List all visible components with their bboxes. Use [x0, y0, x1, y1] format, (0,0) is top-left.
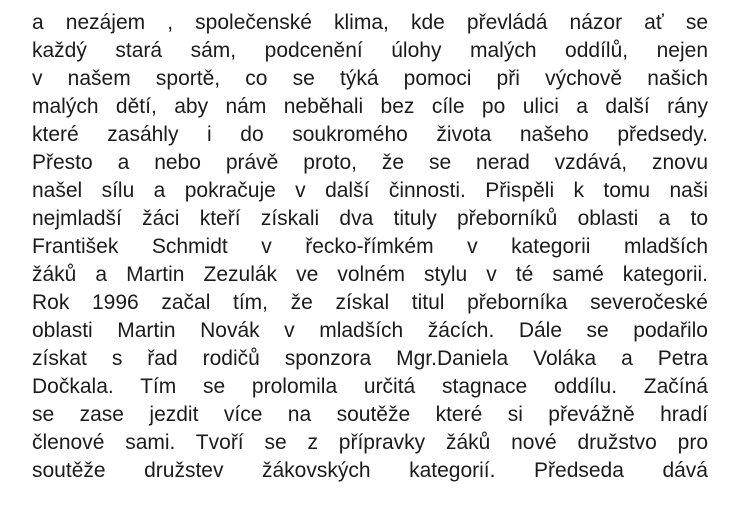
text-line-5: které zasáhly i do soukromého života našeho předsedy.: [32, 123, 708, 146]
text-line-17: soutěže družstev žákovských kategorií. Předseda dává: [32, 459, 708, 482]
text-line-8: nejmladší žáci kteří získali dva tituly přeborníků oblasti a to: [32, 207, 708, 230]
text-line-13: získat s řad rodičů sponzora Mgr.Daniela Voláka a Petra: [32, 347, 708, 370]
text-line-12: oblasti Martin Novák v mladších žácích. Dále se podařilo: [32, 319, 708, 342]
text-line-1: a nezájem , společenské klima, kde převládá názor ať se: [32, 11, 708, 34]
text-line-9: František Schmidt v řecko-římkém v kategorii mladších: [32, 235, 708, 258]
text-line-4: malých dětí, aby nám neběhali bez cíle po ulici a další rány: [32, 95, 708, 118]
text-line-2: každý stará sám, podcenění úlohy malých oddílů, nejen: [32, 39, 708, 62]
text-line-3: v našem sportě, co se týká pomoci při výchově našich: [32, 67, 708, 90]
text-line-11: Rok 1996 začal tím, že získal titul přeborníka severočeské: [32, 291, 708, 314]
text-line-10: žáků a Martin Zezulák ve volném stylu v té samé kategorii.: [32, 263, 708, 286]
text-line-6: Přesto a nebo právě proto, že se nerad vzdává, znovu: [32, 151, 708, 174]
text-line-15: se zase jezdit více na soutěže které si převážně hradí: [32, 403, 708, 426]
text-line-14: Dočkala. Tím se prolomila určitá stagnace oddílu. Začíná: [32, 375, 708, 398]
text-line-7: našel sílu a pokračuje v další činnosti. Přispěli k tomu naši: [32, 179, 708, 202]
text-line-16: členové sami. Tvoří se z přípravky žáků nové družstvo pro: [32, 431, 708, 454]
